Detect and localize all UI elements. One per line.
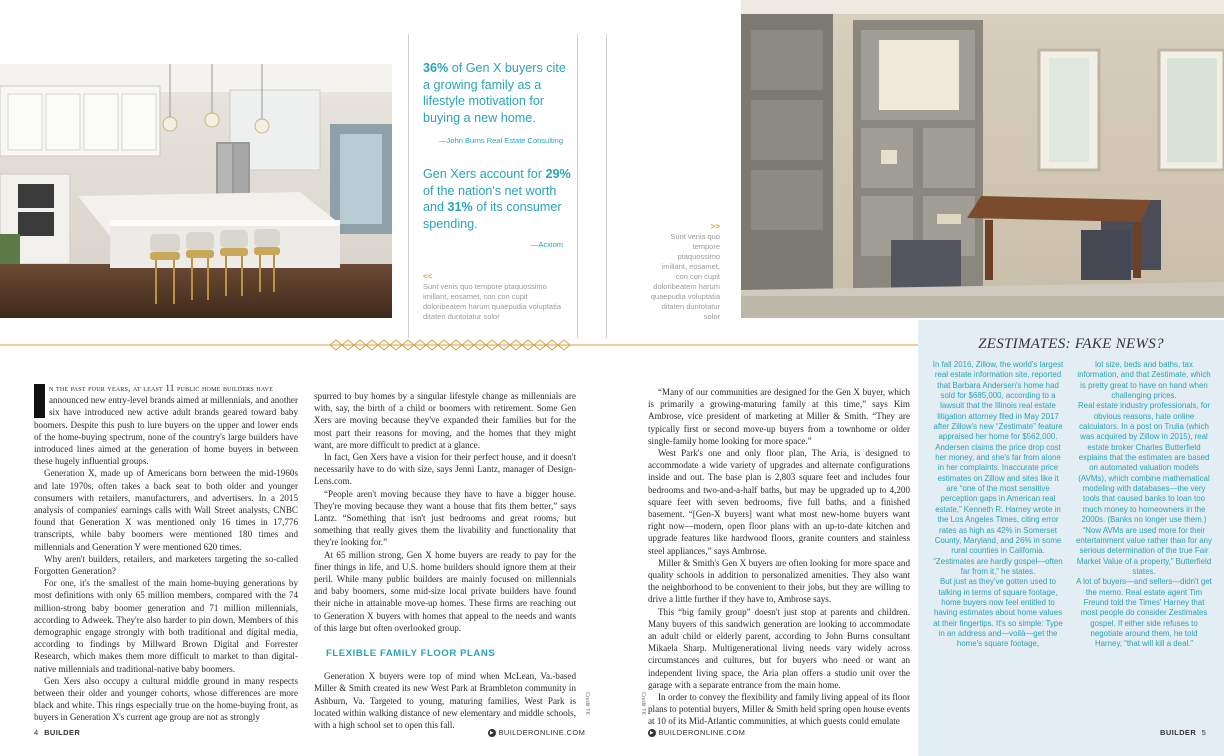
sidebar-paragraph: lot size, beds and baths, tax information, and that Zestimate, which is pretty great to have on hand when challenging prices. bbox=[1077, 360, 1211, 401]
stat2-percent-2: 31% bbox=[447, 200, 473, 214]
play-icon: ▶ bbox=[489, 730, 495, 737]
kitchen-photo bbox=[0, 64, 392, 318]
brand-left: BUILDER bbox=[44, 728, 81, 737]
url-text: BUILDERONLINE.COM bbox=[498, 728, 586, 737]
stat1-percent: 36% bbox=[423, 61, 449, 75]
paragraph: West Park's one and only floor plan, The Aria, is designed to accommodate a wide variety of upgrades and alternate configurations inside and out. The base plan is 2,803 square feet and includes four bedrooms and two-and-a-half baths, but may be upgraded up to 4,200 square feet with seven bedrooms, five full baths, and a finished basement. “[Gen-X buyers] want what most new-home buyers want right now—modern, open floor plans with an up-to-date kitchen and upgrade features like hardwood floors, granite counters and stainless steel appliances,” says Ambrose. bbox=[648, 448, 910, 556]
footer-url-left[interactable] bbox=[488, 728, 585, 737]
paragraph: In order to convey the flexibility and family living appeal of its floor plans to potential buyers, Miller & Smith held spring open house events at 10 of its Mid-Atlantic communities, at which guests could emulate bbox=[648, 692, 910, 727]
stat2-text-c: of its consumer spending. bbox=[423, 200, 562, 231]
footer-right-folio bbox=[1160, 728, 1206, 737]
stat1-text: of Gen X buyers cite a growing family as a lifestyle motivation for buying a new home. bbox=[423, 61, 566, 125]
url-text: BUILDERONLINE.COM bbox=[658, 728, 746, 737]
paragraph: spurred to buy homes by a singular lifestyle change as millennials are with, say, the birth of a child or boomers with retirement. Some Gen Xers are moving because they've expanded their families but for the most part their reasons for moving, and the homes that they might want, are more difficult to predict at a glance. bbox=[314, 391, 576, 450]
caption-right: Sunt venis quo tempore ptaquossimo imillant, eosamet, con con cupit doloribeatem harum quaepudia voluptatia ditaten duntotatur solor bbox=[650, 232, 720, 321]
photo-credit: Credit TK bbox=[584, 692, 590, 716]
paragraph: Generation X, made up of Americans born between the mid-1960s and late 1970s, often takes a back seat to both older and younger consumers with retailers, manufacturers, and advertisers. In a 2015 analysis of companies' earnings calls with Wall Street analysts, CNBC found that Generation X was mentioned only 16 times in 17,776 transcripts, while baby boomers were mentioned 180 times and millennials and Generation Y were mentioned 620 times. bbox=[34, 468, 298, 552]
stat2-source: —Acxiom bbox=[530, 240, 563, 249]
stat-box bbox=[408, 34, 578, 338]
study-photo bbox=[741, 0, 1224, 318]
paragraph: At 65 million strong, Gen X home buyers are ready to pay for the finer things in life, and U.S. home builders should ignore them at their peril. While many public builders are mainly focused on millennials and baby boomers, some mid-size local private builders have found their niche in attainable move-up homes. These firms are reaching out to Generation X buyers with homes that appeal to the needs and wants of this large but often overlooked group. bbox=[314, 549, 576, 633]
photo-credit: Credit TK bbox=[640, 692, 646, 716]
paragraph: Miller & Smith's Gen X buyers are often looking for more space and quality schools in addition to personalized amenities. They also want the neighborhood to be convenient to their jobs, but they are willing to drive a little further if they have to, Ambrose says. bbox=[648, 557, 910, 605]
sidebar-paragraph: Real estate industry professionals, for obvious reasons, hate online calculators. In a post on Trulia (which was acquired by Zillow in 2015), real estate broker Charles Butterfield explains that the estimates are based on automated valuation models (AVMs), which combine mathematical modeling with databases—the very tools that caused banks to loan too much money to homeowners in the 2000s. (Banks no longer use them.) bbox=[1077, 401, 1210, 525]
page-number-left: 4 bbox=[34, 728, 39, 737]
paragraph: This “big family group” doesn't just stop at parents and children. Many buyers of this sandwich generation are looking to accommodate an adult child or elderly parent, according to John Burns consultant Mikaela Sharp. Multigenerational living needs vary widely across circumstances and cultures, but for buyers who need or want an independent living space, the Aria plan offers a studio unit over the garage with a separate entrance from the main home. bbox=[648, 606, 910, 690]
paragraph: Why aren't builders, retailers, and marketers targeting the so-called Forgotten Generation? bbox=[34, 553, 298, 577]
stat2-text-b: of the nation's net worth and bbox=[423, 183, 557, 214]
footer-left-folio bbox=[34, 728, 80, 737]
sidebar-paragraph: In fall 2016, Zillow, the world's largest real estate information site, reported that Barbara Andersen's home had sold for $685,000, according to a lawsuit that the Illinois real estate litigation attorney filed in May 2017 after Zillow's new “Zestimate” feature appraised her home for $562,000. bbox=[932, 360, 1064, 442]
stat2-text-a: Gen Xers account for bbox=[423, 167, 546, 181]
zestimates-sidebar bbox=[918, 320, 1224, 756]
article-column-1 bbox=[34, 382, 298, 724]
page-number-right: 5 bbox=[1201, 728, 1207, 737]
stat-growing-family bbox=[423, 60, 573, 126]
caption-divider bbox=[606, 34, 607, 338]
sidebar-paragraph: Andersen claims the price drop cost her money, and she's far from alone in her complaints. Inaccurate price estimates on Zillow and sites like it are “one of the most sensitive perception gaps in American real estate,” Kenneth R. Harney wrote in the Los Angeles Times, citing error rates as high as 42% in Somerset County, Maryland, and 26% in some rural counties in California. “Zestimates are hardly gospel—often far from it,” he states. bbox=[933, 442, 1063, 576]
stat-net-worth bbox=[423, 166, 573, 232]
paragraph: For one, it's the smallest of the main home-buying generations by most definitions with only 65 million members, compared with the 74 million-strong baby boomer generation and 71 million millennials, according to Adweek. They're also harder to pin down. Members of this demographic engage strongly with both traditional and digital media, according to findings by Millward Brown Digital and Forrester Research, which makes them more difficult to market to than digital-native millennials and traditional-native baby boomers. bbox=[34, 578, 298, 674]
paragraph: Generation X buyers were top of mind when McLean, Va.-based Miller & Smith created its new West Park at Brambleton community in Ashburn, Va. Targeted to young, maturing families, West Park is located within walking distance of new elementary and middle schools, with a high school set to open this fall. bbox=[314, 671, 576, 731]
article-lead-paragraph bbox=[34, 382, 298, 394]
sidebar-paragraph: A lot of buyers—and sellers—didn't get the memo. Real estate agent Tim Freund told the Times' Harney that most people do consider Zestimates gospel. If either side refuses to negotiate around them, he told Harney, “that will kill a deal.” bbox=[1076, 577, 1212, 649]
sidebar-paragraph: But just as they've gotten used to talking in terms of square footage, home buyers now feel entitled to having estimates about home values at their fingertips. It's so simple: Type in an address and—voilà—get the home's square footage, bbox=[933, 577, 1063, 649]
caption-left-arrow: << bbox=[423, 272, 433, 281]
sidebar-column-2 bbox=[1076, 360, 1212, 650]
paragraph: “Many of our communities are designed for the Gen X buyer, which is primarily a growing-maturing family at this time,” says Kim Ambrose, vice president of marketing at Miller & Smith. “They are typically first or second move-up buyers from a townhome or older single-family home looking for more space.” bbox=[648, 387, 910, 446]
brand-right: BUILDER bbox=[1160, 728, 1197, 737]
caption-right-arrow: >> bbox=[710, 222, 720, 231]
caption-left: Sunt venis quo tempore ptaquossimo imillant, eosamet, con con cupit doloribeatem harum quaepudia voluptatia ditaten duntotatur solor bbox=[423, 282, 562, 321]
paragraph: In fact, Gen Xers have a vision for their perfect house, and it doesn't necessarily have to do with size, says Jenni Lantz, manager of Design-Lens.com. bbox=[314, 452, 576, 487]
play-icon: ▶ bbox=[649, 730, 655, 737]
article-lead-in: n the past four years, at least 11 public home builders have bbox=[49, 383, 274, 393]
ornamental-divider bbox=[0, 338, 918, 350]
sidebar-column-1 bbox=[932, 360, 1064, 650]
footer-url-right[interactable] bbox=[648, 728, 745, 737]
article-column-3 bbox=[648, 386, 910, 728]
article-column-2 bbox=[314, 390, 576, 731]
paragraph: “People aren't moving because they have to have a bigger house. They're moving because they want a house that fits them better,” says Lantz. “Something that isn't just bedrooms and great rooms, but something that really gives them the livability and functionality that they're looking for.” bbox=[314, 488, 576, 548]
sidebar-title: ZESTIMATES: FAKE NEWS? bbox=[978, 336, 1164, 352]
sidebar-paragraph: “Now AVMs are used more for their entertainment value rather than for any serious determination of the true Fair Market Value of a property,” Butterfield states. bbox=[1076, 525, 1212, 576]
paragraph: Gen Xers also occupy a cultural middle ground in many respects between their older and younger cohorts, whose differences are more black and white. This rings especially true on the home-buying front, as buyers in Generation X's current age group are not as strongly bbox=[34, 675, 298, 723]
drop-cap bbox=[34, 384, 45, 418]
section-heading: FLEXIBLE FAMILY FLOOR PLANS bbox=[326, 648, 496, 660]
stat1-source: —John Burns Real Estate Consulting bbox=[439, 136, 563, 145]
paragraph: announced new entry-level brands aimed at millennials, and another six have introduced new active adult brands geared toward baby boomers. Despite this push to lure buyers on the upper and lower ends of the home-buying spectrum, none of the country's large builders have introduced lines aimed at the generation of home buyers in between these hugely influential groups. bbox=[34, 395, 298, 467]
stat2-percent-1: 29% bbox=[545, 167, 571, 181]
